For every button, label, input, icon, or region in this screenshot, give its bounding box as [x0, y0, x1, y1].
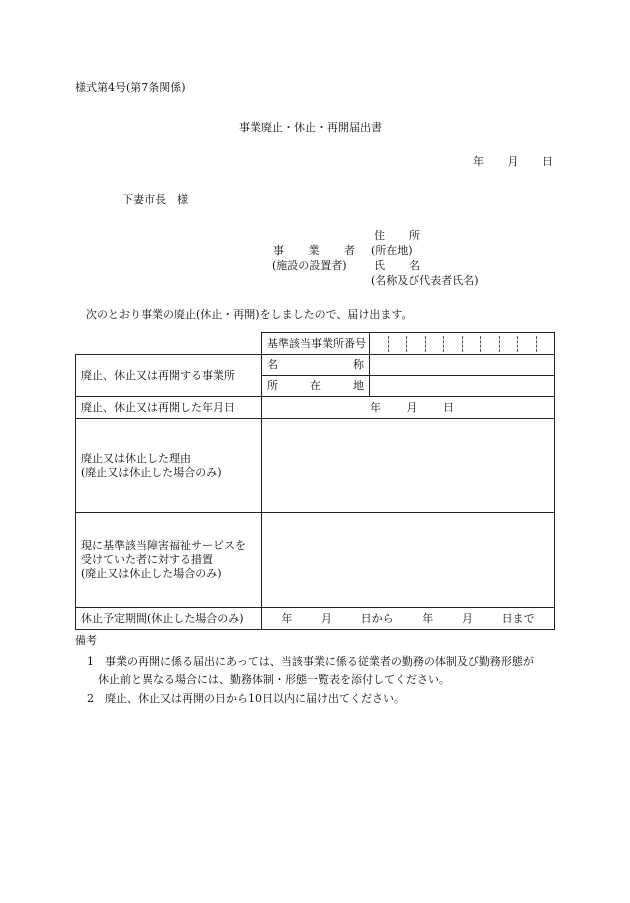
period-label: 休止予定期間(休止した場合のみ)	[76, 608, 262, 630]
applicant-address-sub: (所在地)	[371, 244, 413, 257]
notification-table	[75, 332, 555, 630]
table-row	[76, 333, 555, 355]
facility-name-char-1: 名	[267, 358, 278, 371]
applicant-name-sub: (名称及び代表者氏名)	[371, 274, 479, 287]
measures-label	[76, 513, 262, 608]
date-day-unit: 日	[542, 155, 553, 168]
period-start-day-unit: 日から	[360, 611, 394, 625]
code-input[interactable]	[370, 333, 555, 355]
applicant-role-label	[273, 244, 355, 258]
event-day-unit: 日	[443, 400, 454, 414]
facility-name-label	[262, 355, 370, 376]
facility-name-char-2: 称	[353, 358, 364, 371]
date-year-unit: 年	[473, 155, 484, 168]
table-row	[76, 355, 555, 376]
addressee: 下妻市長 様	[122, 193, 188, 206]
reason-label	[76, 419, 262, 513]
form-title: 事業廃止・休止・再開届出書	[239, 121, 382, 134]
measures-label-line-3: (廃止又は休止した場合のみ)	[81, 567, 222, 580]
applicant-role-char-2: 業	[308, 244, 320, 257]
table-row	[76, 419, 555, 513]
period-end-year-unit: 年	[422, 611, 434, 625]
facility-location-char-3: 地	[353, 379, 364, 392]
submission-date	[473, 155, 553, 169]
period-input[interactable]	[262, 608, 555, 630]
measures-input[interactable]	[262, 513, 555, 608]
event-month-unit: 月	[406, 400, 418, 414]
applicant-name-char-2: 名	[409, 259, 420, 272]
reason-input[interactable]	[262, 419, 555, 513]
period-end-month-unit: 月	[461, 611, 473, 625]
facility-name-input[interactable]	[370, 355, 555, 376]
applicant-name-char-1: 氏	[374, 259, 385, 272]
note-1-line-2: 休止前と異なる場合には、勤務体制・形態一覧表を添付してください。	[98, 673, 450, 686]
date-label: 廃止、休止又は再開した年月日	[76, 397, 262, 419]
applicant-role-sub: (施設の設置者)	[272, 259, 347, 272]
date-month-unit: 月	[507, 155, 519, 168]
code-digit-boxes	[370, 336, 554, 352]
event-year-unit: 年	[370, 400, 381, 414]
table-row	[76, 397, 555, 419]
applicant-name-label	[374, 259, 420, 273]
table-row	[76, 513, 555, 608]
facility-location-char-2: 在	[310, 379, 321, 392]
facility-location-char-1: 所	[267, 379, 278, 392]
applicant-address-char-1: 住	[374, 229, 385, 242]
facility-label: 廃止、休止又は再開する事業所	[76, 355, 262, 397]
period-start-year-unit: 年	[281, 611, 293, 625]
date-input[interactable]	[262, 397, 555, 419]
note-2: 2 廃止、休止又は再開の日から10日以内に届け出てください。	[87, 692, 405, 705]
notes-heading: 備考	[75, 634, 97, 647]
measures-label-line-2: 受けていた者に対する措置	[81, 553, 213, 566]
code-label: 基準該当事業所番号	[262, 333, 370, 355]
facility-location-input[interactable]	[370, 376, 555, 397]
facility-location-label	[262, 376, 370, 397]
applicant-role-char-1: 事	[273, 244, 284, 257]
reason-label-line-1: 廃止又は休止した理由	[81, 451, 191, 465]
applicant-address-label	[374, 229, 420, 243]
measures-label-line-1: 現に基準該当障害福祉サービスを	[81, 539, 246, 552]
period-end-day-unit: 日まで	[501, 611, 535, 625]
reason-label-line-2: (廃止又は休止した場合のみ)	[81, 465, 222, 479]
applicant-role-char-3: 者	[344, 244, 355, 257]
note-1-line-1: 1 事業の再開に係る届出にあっては、当該事業に係る従業者の勤務の体制及び勤務形態が	[87, 655, 534, 668]
form-number: 様式第4号(第7条関係)	[75, 81, 186, 94]
applicant-address-char-2: 所	[409, 229, 420, 242]
table-row	[76, 608, 555, 630]
period-start-month-unit: 月	[320, 611, 332, 625]
intro-text: 次のとおり事業の廃止(休止・再開)をしましたので、届け出ます。	[86, 308, 413, 321]
